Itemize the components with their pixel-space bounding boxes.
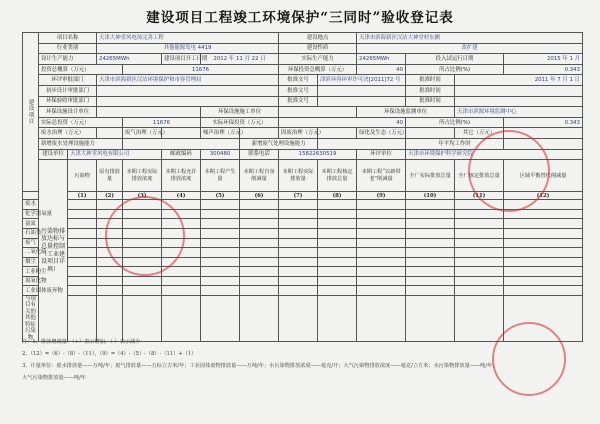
pollution-cell bbox=[97, 238, 123, 248]
pollution-cell bbox=[97, 209, 123, 219]
design-capacity-value: 24265MWh bbox=[97, 54, 162, 65]
pollution-cell bbox=[279, 267, 318, 277]
pollution-cell bbox=[162, 209, 201, 219]
other-value bbox=[504, 128, 583, 139]
pollution-cell bbox=[201, 296, 240, 342]
pollution-cell bbox=[504, 200, 583, 210]
pollution-header-7: 本期工程核定排放总量 bbox=[318, 160, 357, 192]
project-name-label: 项目名称 bbox=[39, 33, 97, 44]
pollution-cell bbox=[162, 248, 201, 258]
pollution-cell bbox=[504, 238, 583, 248]
greening-value bbox=[406, 128, 455, 139]
pollution-cell bbox=[123, 248, 162, 258]
nature-value: 改扩建 bbox=[357, 43, 583, 54]
pollution-cell bbox=[68, 257, 97, 267]
pollution-cell bbox=[504, 267, 583, 277]
pollution-cell bbox=[455, 219, 504, 229]
pollutant-name: 化学需氧量 bbox=[23, 209, 39, 219]
pollution-cell bbox=[240, 257, 279, 267]
pollution-row bbox=[23, 248, 583, 258]
pollution-cell bbox=[123, 228, 162, 238]
pollution-cell bbox=[68, 286, 97, 296]
pollution-cell bbox=[240, 228, 279, 238]
pollution-cell bbox=[201, 286, 240, 296]
pollution-col-number-8: (8) bbox=[318, 192, 357, 200]
pollution-cell bbox=[406, 276, 455, 286]
pollution-cell bbox=[240, 267, 279, 277]
zip-value: 300480 bbox=[201, 149, 240, 160]
pollution-cell bbox=[357, 257, 406, 267]
pollution-cell bbox=[504, 209, 583, 219]
pollution-cell bbox=[357, 267, 406, 277]
pollution-header-row bbox=[23, 160, 583, 192]
pollutant-name: 废水 bbox=[23, 200, 39, 210]
pollution-cell bbox=[318, 200, 357, 210]
prelim-no-value bbox=[318, 85, 406, 96]
pollution-cell bbox=[279, 276, 318, 286]
pollution-cell bbox=[318, 248, 357, 258]
pollution-header-10: 全厂核定排放总量 bbox=[455, 160, 504, 192]
pollution-cell bbox=[357, 228, 406, 238]
pollution-cell bbox=[201, 228, 240, 238]
pollution-cell bbox=[68, 248, 97, 258]
pollution-cell bbox=[279, 228, 318, 238]
pollutant-name: 工业固体废弃物 bbox=[23, 286, 39, 296]
new-gas-value bbox=[318, 138, 406, 149]
pollution-cell bbox=[357, 248, 406, 258]
pollution-row bbox=[23, 228, 583, 238]
actual-capacity-label: 实际生产能力 bbox=[279, 54, 357, 65]
pollution-col-number-10: (10) bbox=[406, 192, 455, 200]
new-water-label: 新增废水处理设施能力 bbox=[39, 138, 123, 149]
pollution-col-number-0 bbox=[23, 192, 39, 200]
pollution-cell bbox=[97, 248, 123, 258]
pollution-cell bbox=[357, 296, 406, 342]
pollution-cell bbox=[123, 219, 162, 229]
pollution-cell bbox=[504, 276, 583, 286]
pollution-cell bbox=[357, 209, 406, 219]
pollution-cell bbox=[406, 200, 455, 210]
pollutant-name: 二氧化硫 bbox=[23, 248, 39, 258]
approval-time-label: 批准时间 bbox=[406, 75, 455, 86]
pollution-header-8: 本期工程“以新带老”削减量 bbox=[357, 160, 406, 192]
pollution-cell bbox=[240, 209, 279, 219]
pollution-cell bbox=[279, 248, 318, 258]
approval-time-value: 2011 年 7 月 1 日 bbox=[455, 75, 583, 86]
pollution-cell bbox=[201, 219, 240, 229]
pollution-cell bbox=[162, 267, 201, 277]
pollution-cell bbox=[97, 267, 123, 277]
pollution-cell bbox=[240, 276, 279, 286]
facility-design-value bbox=[97, 107, 201, 118]
pollution-cell bbox=[406, 267, 455, 277]
pollution-header-3: 本期工程允许排放浓度 bbox=[162, 160, 201, 192]
note-3: 3、计量单位：废水排放量——万吨/年；废气排放量——万标立方米/年；工业固体废物排放量——万吨/年；水污染物排放浓度——毫克/升；大气污染物排放浓度——毫克/立方米；水污染物排放量——吨/年； bbox=[22, 363, 498, 369]
pollution-row bbox=[23, 276, 583, 286]
pollution-cell bbox=[201, 267, 240, 277]
pollution-col-number-5: (5) bbox=[201, 192, 240, 200]
pollution-cell bbox=[455, 296, 504, 342]
pollution-cell bbox=[318, 228, 357, 238]
pollution-cell bbox=[406, 209, 455, 219]
eia-approver-value: 天津市滨海新区汉沽环境保护和市容管理局 bbox=[97, 75, 279, 86]
pollution-col-number-11: (11) bbox=[455, 192, 504, 200]
pollution-cell bbox=[279, 257, 318, 267]
pollution-cell bbox=[240, 238, 279, 248]
pollution-cell bbox=[97, 228, 123, 238]
actual-invest-label: 实际总投资（万元） bbox=[39, 117, 123, 128]
new-water-value bbox=[123, 138, 240, 149]
pollution-cell bbox=[455, 238, 504, 248]
pollution-cell bbox=[162, 238, 201, 248]
accept-time-label: 批准时间 bbox=[406, 96, 455, 107]
pollution-cell bbox=[504, 286, 583, 296]
design-capacity-label: 设计生产能力 bbox=[39, 54, 97, 65]
pollution-cell bbox=[455, 228, 504, 238]
accept-no-value bbox=[318, 96, 406, 107]
pollution-cell bbox=[455, 257, 504, 267]
phone-label: 联系电话 bbox=[240, 149, 279, 160]
pollution-cell bbox=[162, 276, 201, 286]
prelim-value bbox=[97, 85, 279, 96]
pollution-cell bbox=[406, 238, 455, 248]
prelim-label: 初步设计审批部门 bbox=[39, 85, 97, 96]
pollution-cell bbox=[455, 267, 504, 277]
hours-value bbox=[504, 138, 583, 149]
phone-value: 15822630519 bbox=[279, 149, 357, 160]
pollution-cell bbox=[123, 209, 162, 219]
pollution-row bbox=[23, 219, 583, 229]
pollution-header-0: 污染物 bbox=[68, 160, 97, 192]
approval-no-label: 批准文号 bbox=[279, 75, 318, 86]
pollution-col-number-6: (6) bbox=[240, 192, 279, 200]
notes bbox=[22, 336, 582, 384]
pollution-cell bbox=[406, 296, 455, 342]
side-label-pollution: 污染物排放达标与总量控制（工业建设项目详填） bbox=[39, 160, 68, 342]
waste-water-label: 废水治理（万元） bbox=[39, 128, 97, 139]
industry-value: 其他能源发电 4419 bbox=[97, 43, 279, 54]
pollution-cell bbox=[318, 276, 357, 286]
actual-invest-value: 11676 bbox=[123, 117, 201, 128]
pollution-header-9: 全厂实际排放总量 bbox=[406, 160, 455, 192]
actual-capacity-value: 24265MWh bbox=[357, 54, 406, 65]
pollution-cell bbox=[240, 200, 279, 210]
pollution-cell bbox=[162, 228, 201, 238]
pollution-cell bbox=[201, 248, 240, 258]
pollution-cell bbox=[279, 286, 318, 296]
accept-time-value bbox=[455, 96, 583, 107]
pollution-cell bbox=[504, 257, 583, 267]
pollution-cell bbox=[279, 219, 318, 229]
pollution-cell bbox=[406, 248, 455, 258]
pollution-cell bbox=[68, 219, 97, 229]
start-date-value: 2012 年 11 月 22 日 bbox=[201, 54, 279, 65]
pollution-col-number-7: (7) bbox=[279, 192, 318, 200]
approval-no-value: 津滨环容环审许可决[2011]72 号 bbox=[318, 75, 406, 86]
facility-design-label: 环保设施设计单位 bbox=[39, 107, 97, 118]
pollutant-name: 氨氮 bbox=[23, 219, 39, 229]
pollution-row bbox=[23, 209, 583, 219]
pollution-cell bbox=[68, 296, 97, 342]
pollution-cell bbox=[97, 200, 123, 210]
trial-date-label: 投入试运行日期 bbox=[406, 54, 504, 65]
ratio-value: 0.343 bbox=[504, 64, 583, 75]
eia-approver-label: 环评审批部门 bbox=[39, 75, 97, 86]
ratio-label: 所占比例(%) bbox=[406, 64, 504, 75]
pollution-col-number-2: (2) bbox=[97, 192, 123, 200]
industry-label: 行业类别 bbox=[39, 43, 97, 54]
pollution-cell bbox=[162, 200, 201, 210]
accept-label: 环保验收审批部门 bbox=[39, 96, 97, 107]
pollution-cell bbox=[123, 200, 162, 210]
pollution-cell bbox=[357, 200, 406, 210]
pollution-col-number-12: (12) bbox=[504, 192, 583, 200]
pollution-cell bbox=[279, 296, 318, 342]
new-gas-label: 新增废气处理设施能力 bbox=[240, 138, 318, 149]
pollution-cell bbox=[97, 296, 123, 342]
pollution-row bbox=[23, 200, 583, 210]
invest-value: 11676 bbox=[123, 64, 279, 75]
pollution-col-number-3: (3) bbox=[123, 192, 162, 200]
actual-env-invest-value: 40 bbox=[279, 117, 406, 128]
noise-label: 噪声治理（万元） bbox=[201, 128, 240, 139]
pollution-cell bbox=[68, 228, 97, 238]
facility-build-label: 环保设施施工单位 bbox=[201, 107, 279, 118]
pollution-cell bbox=[240, 296, 279, 342]
other-label: 其它（万元） bbox=[455, 128, 504, 139]
pollution-cell bbox=[162, 257, 201, 267]
unit-label: 建设单位 bbox=[39, 149, 68, 160]
pollution-cell bbox=[162, 219, 201, 229]
pollution-cell bbox=[504, 228, 583, 238]
pollution-cell bbox=[357, 286, 406, 296]
monitor-label: 环保设施监测单位 bbox=[357, 107, 455, 118]
pollution-cell bbox=[357, 219, 406, 229]
pollution-cell bbox=[504, 219, 583, 229]
note-1: 注：1、排放增减量：（+）表示增加，（-）表示减少 bbox=[22, 339, 141, 345]
pollution-header-2: 本期工程实际排放浓度 bbox=[123, 160, 162, 192]
side-label-project: 建设项目 bbox=[23, 33, 39, 192]
pollution-cell bbox=[97, 276, 123, 286]
pollutant-name: 石油类 bbox=[23, 228, 39, 238]
pollution-header-1: 原有排放量 bbox=[97, 160, 123, 192]
facility-build-value bbox=[279, 107, 357, 118]
nature-label: 建设性质 bbox=[279, 43, 357, 54]
waste-gas-label: 废气治理（万元） bbox=[123, 128, 162, 139]
pollution-number-row bbox=[23, 192, 583, 200]
invest-label: 投资总概算（万元） bbox=[39, 64, 123, 75]
pollutant-name: 废气 bbox=[23, 238, 39, 248]
pollution-cell bbox=[406, 228, 455, 238]
pollution-cell bbox=[123, 296, 162, 342]
pollution-cell bbox=[240, 286, 279, 296]
env-invest-value: 40 bbox=[357, 64, 406, 75]
prelim-time-value bbox=[455, 85, 583, 96]
prelim-no-label: 批准文号 bbox=[279, 85, 318, 96]
pollution-cell bbox=[406, 219, 455, 229]
eia-unit-label: 环评单位 bbox=[357, 149, 406, 160]
pollution-cell bbox=[240, 219, 279, 229]
pollution-cell bbox=[240, 248, 279, 258]
monitor-value: 天津市滨源环境监测中心 bbox=[455, 107, 583, 118]
pollution-row bbox=[23, 257, 583, 267]
pollution-row-other bbox=[23, 296, 583, 342]
pollution-cell bbox=[123, 267, 162, 277]
pollution-cell bbox=[357, 238, 406, 248]
pollution-cell bbox=[318, 209, 357, 219]
pollutant-name: 工业粉尘 bbox=[23, 267, 39, 277]
pollution-col-number-1: (1) bbox=[68, 192, 97, 200]
note-2: 2、（12）=（6）-（8）-（11），（9）=（4）-（5）-（8）-（11）+（1） bbox=[22, 351, 197, 357]
pollution-cell bbox=[455, 200, 504, 210]
pollution-cell bbox=[97, 286, 123, 296]
unit-value: 天津大神堂风电有限公司 bbox=[68, 149, 162, 160]
accept-no-label: 批准文号 bbox=[279, 96, 318, 107]
pollutant-name: 烟尘 bbox=[23, 257, 39, 267]
pollution-cell bbox=[162, 296, 201, 342]
pollution-cell bbox=[455, 209, 504, 219]
pollution-cell bbox=[504, 296, 583, 342]
pollutant-name: 氮氧化物 bbox=[23, 276, 39, 286]
pollution-cell bbox=[68, 238, 97, 248]
pollution-cell bbox=[318, 257, 357, 267]
pollution-cell bbox=[201, 276, 240, 286]
pollution-cell bbox=[201, 209, 240, 219]
pollution-cell bbox=[279, 209, 318, 219]
pollution-cell bbox=[97, 257, 123, 267]
waste-water-value bbox=[97, 128, 123, 139]
pollution-cell bbox=[97, 219, 123, 229]
pollution-cell bbox=[68, 200, 97, 210]
pollution-cell bbox=[357, 276, 406, 286]
pollution-cell bbox=[68, 209, 97, 219]
pollution-cell bbox=[318, 267, 357, 277]
actual-env-invest-label: 实际环保投资（万元） bbox=[201, 117, 279, 128]
actual-ratio-label: 所占比例(%) bbox=[406, 117, 504, 128]
eia-unit-value: 天津市环境保护科学研究院 bbox=[406, 149, 583, 160]
actual-ratio-value: 0.343 bbox=[504, 117, 583, 128]
pollution-cell bbox=[123, 276, 162, 286]
pollution-cell bbox=[406, 257, 455, 267]
env-invest-label: 环保投资总概算（万元） bbox=[279, 64, 357, 75]
pollution-cell bbox=[68, 267, 97, 277]
pollution-header-6: 本期工程实际排放量 bbox=[279, 160, 318, 192]
pollution-cell bbox=[318, 238, 357, 248]
pollution-cell bbox=[201, 238, 240, 248]
pollution-cell bbox=[455, 286, 504, 296]
note-4: 大气污染物排放量——吨/年 bbox=[22, 375, 86, 381]
pollution-header-11: 区域平衡替代削减量 bbox=[504, 160, 583, 192]
pollution-header-4: 本期工程产生量 bbox=[201, 160, 240, 192]
pollution-col-number-4: (4) bbox=[162, 192, 201, 200]
prelim-time-label: 批准时间 bbox=[406, 85, 455, 96]
pollution-cell bbox=[279, 238, 318, 248]
pollution-row bbox=[23, 286, 583, 296]
pollution-cell bbox=[318, 219, 357, 229]
form-title: 建设项目工程竣工环境保护“三同时”验收登记表 bbox=[146, 10, 454, 26]
site-value: 天津市滨海新区汉沽大神堂村东侧 bbox=[357, 33, 583, 44]
solid-label: 固废治理（万元） bbox=[279, 128, 318, 139]
site-label: 建设地点 bbox=[279, 33, 357, 44]
project-name-value: 天津大神堂风电场完善工程 bbox=[97, 33, 279, 44]
pollution-cell bbox=[504, 248, 583, 258]
pollution-cell bbox=[201, 200, 240, 210]
pollution-col-number-9: (9) bbox=[357, 192, 406, 200]
pollution-cell bbox=[279, 200, 318, 210]
pollution-row bbox=[23, 267, 583, 277]
greening-label: 绿化及生态（万元） bbox=[357, 128, 406, 139]
pollution-cell bbox=[318, 286, 357, 296]
pollution-cell bbox=[201, 257, 240, 267]
pollution-row bbox=[23, 238, 583, 248]
pollution-cell bbox=[455, 276, 504, 286]
pollution-cell bbox=[123, 257, 162, 267]
accept-value bbox=[97, 96, 279, 107]
pollution-cell bbox=[68, 276, 97, 286]
registration-table bbox=[22, 32, 583, 342]
pollution-cell bbox=[318, 296, 357, 342]
pollution-cell bbox=[406, 286, 455, 296]
other-pollutant-label: 与项目有关的其他特征污染物 bbox=[23, 296, 39, 342]
hours-label: 年平均工作时 bbox=[406, 138, 504, 149]
pollution-cell bbox=[123, 286, 162, 296]
start-date-label: 建设项目开工日期 bbox=[162, 54, 201, 65]
pollution-cell bbox=[455, 248, 504, 258]
zip-label: 邮政编码 bbox=[162, 149, 201, 160]
trial-date-value: 2015 年 1 月 bbox=[504, 54, 583, 65]
pollution-cell bbox=[162, 286, 201, 296]
pollution-header-5: 本期工程自身削减量 bbox=[240, 160, 279, 192]
pollution-cell bbox=[123, 238, 162, 248]
